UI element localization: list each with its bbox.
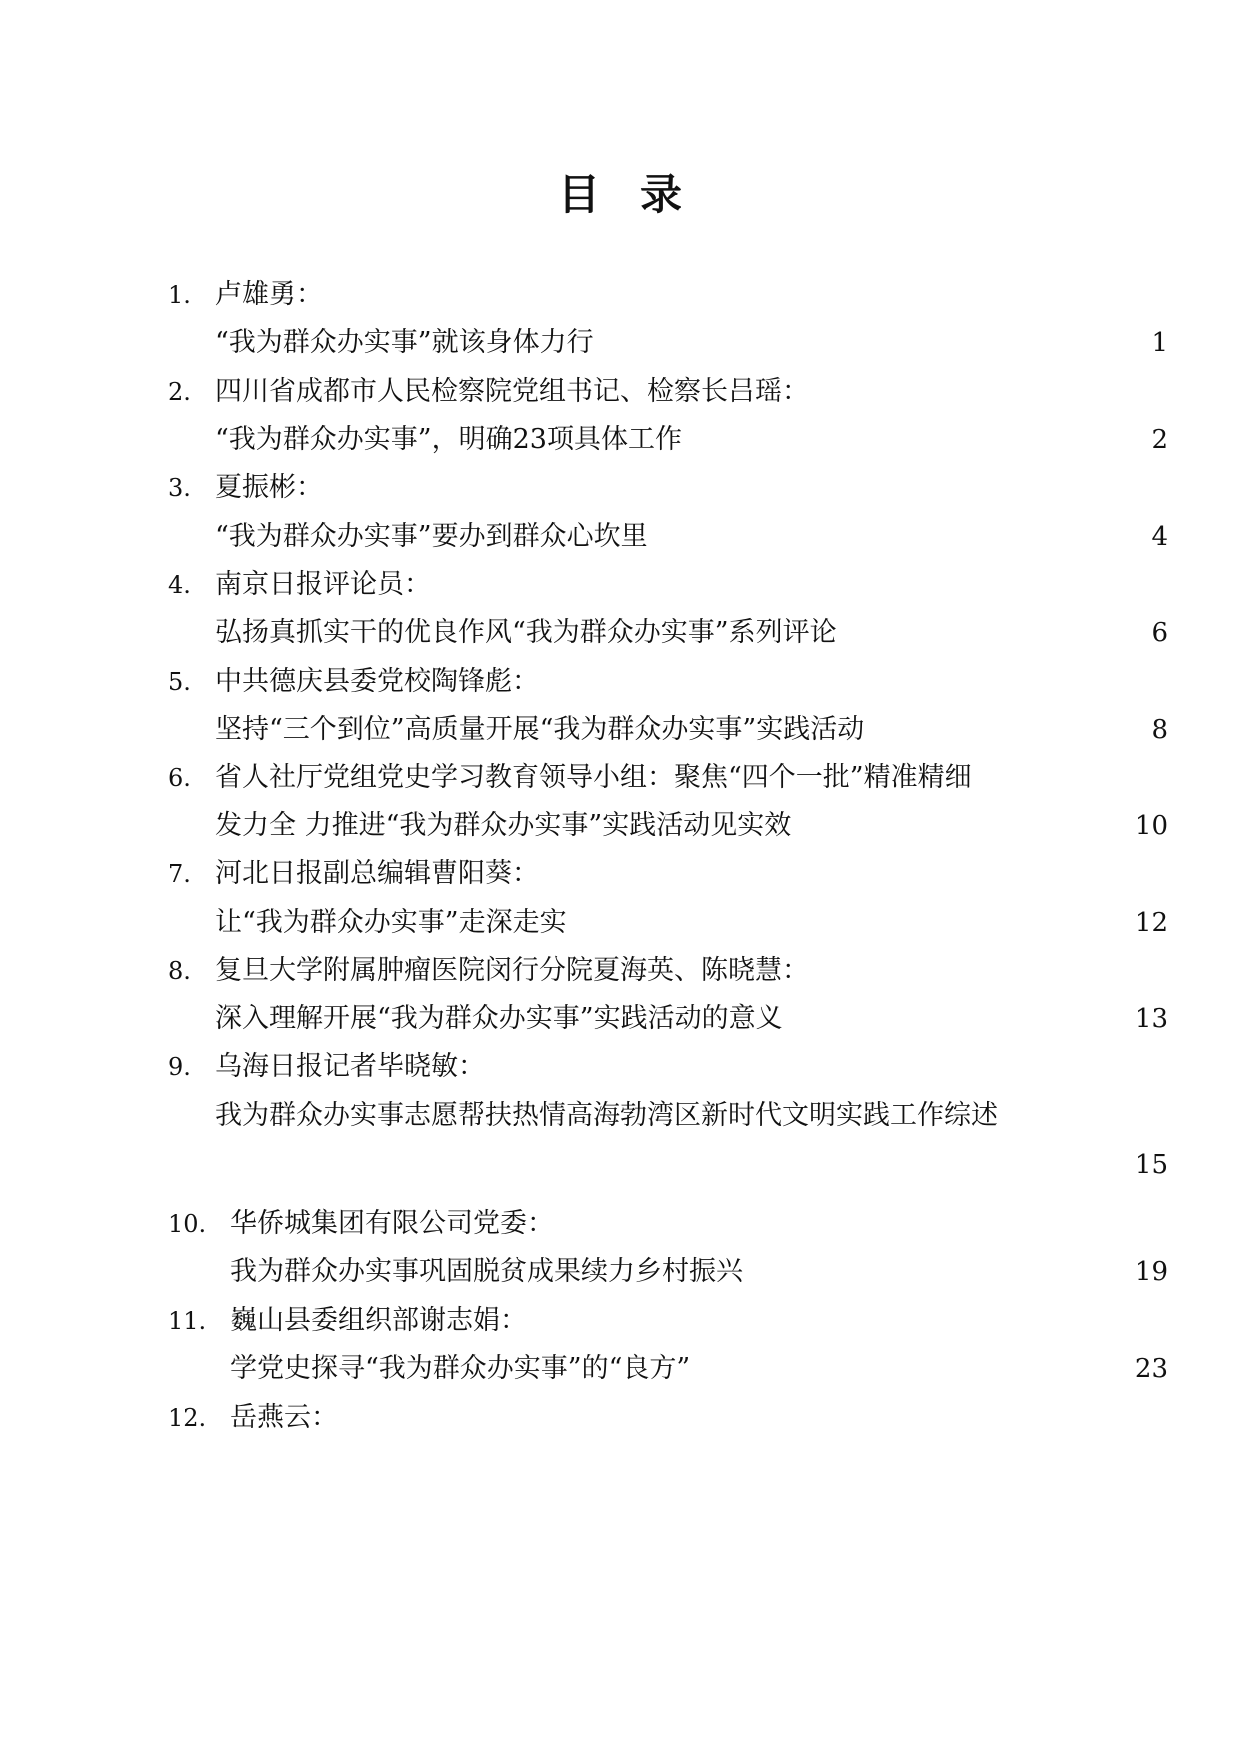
- toc-entry-7-title-line: [0, 901, 1240, 945]
- toc-entry-number: 2.: [168, 378, 191, 406]
- toc-entry-author[interactable]: 中共德庆县委党校陶锋彪：: [215, 666, 539, 697]
- toc-entry-page[interactable]: 13: [1134, 1004, 1168, 1034]
- toc-entry-author[interactable]: 华侨城集团有限公司党委：: [230, 1208, 554, 1239]
- toc-title: 目录: [557, 170, 722, 219]
- toc-entry-author[interactable]: 南京日报评论员：: [215, 569, 431, 600]
- toc-entry-number: 5.: [168, 668, 191, 696]
- toc-entry-number: 11.: [168, 1307, 207, 1335]
- toc-entry-author[interactable]: 巍山县委组织部谢志娟：: [230, 1305, 527, 1336]
- toc-entry-page[interactable]: 8: [1151, 715, 1168, 745]
- toc-entry-author[interactable]: 岳燕云：: [230, 1402, 338, 1433]
- toc-entry-author[interactable]: 省人社厅党组党史学习教育领导小组：聚焦“四个一批”精准精细: [215, 762, 972, 793]
- toc-entry-page[interactable]: 4: [1151, 522, 1168, 552]
- toc-entry-2-title-line: [0, 418, 1240, 462]
- toc-entry-number: 8.: [168, 957, 191, 985]
- toc-entry-author[interactable]: 卢雄勇：: [215, 279, 323, 310]
- toc-entry-number: 12.: [168, 1404, 207, 1432]
- toc-entry-4-title-line: [0, 611, 1240, 655]
- toc-entry-number: 10.: [168, 1210, 207, 1238]
- toc-entry-title[interactable]: “我为群众办实事”，明确23项具体工作: [215, 424, 682, 455]
- toc-entry-3-title-line: [0, 515, 1240, 559]
- toc-entry-number: 7.: [168, 860, 191, 888]
- toc-entry-page[interactable]: 1: [1151, 328, 1168, 358]
- toc-entry-author[interactable]: 四川省成都市人民检察院党组书记、检察长吕瑶：: [215, 376, 809, 407]
- toc-entry-number: 1.: [168, 281, 191, 309]
- toc-entry-title[interactable]: “我为群众办实事”要办到群众心坎里: [215, 521, 648, 552]
- toc-entry-9-page-line: [0, 1143, 1240, 1187]
- toc-entry-1-title-line: [0, 321, 1240, 365]
- toc-entry-title[interactable]: 深入理解开展“我为群众办实事”实践活动的意义: [215, 1003, 783, 1034]
- toc-entry-title[interactable]: “我为群众办实事”就该身体力行: [215, 327, 594, 358]
- toc-entry-title[interactable]: 让“我为群众办实事”走深走实: [215, 907, 567, 938]
- toc-entry-page[interactable]: 6: [1151, 618, 1168, 648]
- toc-entry-9-title-line: [0, 1094, 1240, 1138]
- toc-entry-10-title-line: [0, 1250, 1240, 1294]
- toc-entry-page[interactable]: 15: [1134, 1150, 1168, 1180]
- toc-entry-page[interactable]: 10: [1134, 811, 1168, 841]
- toc-entry-page[interactable]: 12: [1134, 908, 1168, 938]
- toc-entry-number: 3.: [168, 474, 191, 502]
- toc-entry-number: 4.: [168, 571, 191, 599]
- toc-entry-title[interactable]: 发力全 力推进“我为群众办实事”实践活动见实效: [215, 810, 792, 841]
- toc-entry-11-title-line: [0, 1347, 1240, 1391]
- toc-entry-page[interactable]: 23: [1134, 1354, 1168, 1384]
- toc-entry-title[interactable]: 坚持“三个到位”高质量开展“我为群众办实事”实践活动: [215, 714, 865, 745]
- toc-entry-page[interactable]: 2: [1151, 425, 1168, 455]
- toc-entry-author[interactable]: 乌海日报记者毕晓敏：: [215, 1051, 485, 1082]
- toc-entry-author[interactable]: 夏振彬：: [215, 472, 323, 503]
- toc-entry-6-title-line: [0, 804, 1240, 848]
- toc-entry-title[interactable]: 弘扬真抓实干的优良作风“我为群众办实事”系列评论: [215, 617, 837, 648]
- toc-entry-page[interactable]: 19: [1134, 1257, 1168, 1287]
- toc-entry-title[interactable]: 我为群众办实事巩固脱贫成果续力乡村振兴: [230, 1256, 743, 1287]
- toc-entry-author[interactable]: 复旦大学附属肿瘤医院闵行分院夏海英、陈晓慧：: [215, 955, 809, 986]
- toc-entry-5-title-line: [0, 708, 1240, 752]
- toc-entry-author[interactable]: 河北日报副总编辑曹阳葵：: [215, 858, 539, 889]
- toc-entry-number: 9.: [168, 1053, 191, 1081]
- toc-entry-title[interactable]: 学党史探寻“我为群众办实事”的“良方”: [230, 1353, 691, 1384]
- toc-entry-8-title-line: [0, 997, 1240, 1041]
- toc-entry-title[interactable]: 我为群众办实事志愿帮扶热情高海勃湾区新时代文明实践工作综述: [215, 1100, 998, 1131]
- toc-entry-number: 6.: [168, 764, 191, 792]
